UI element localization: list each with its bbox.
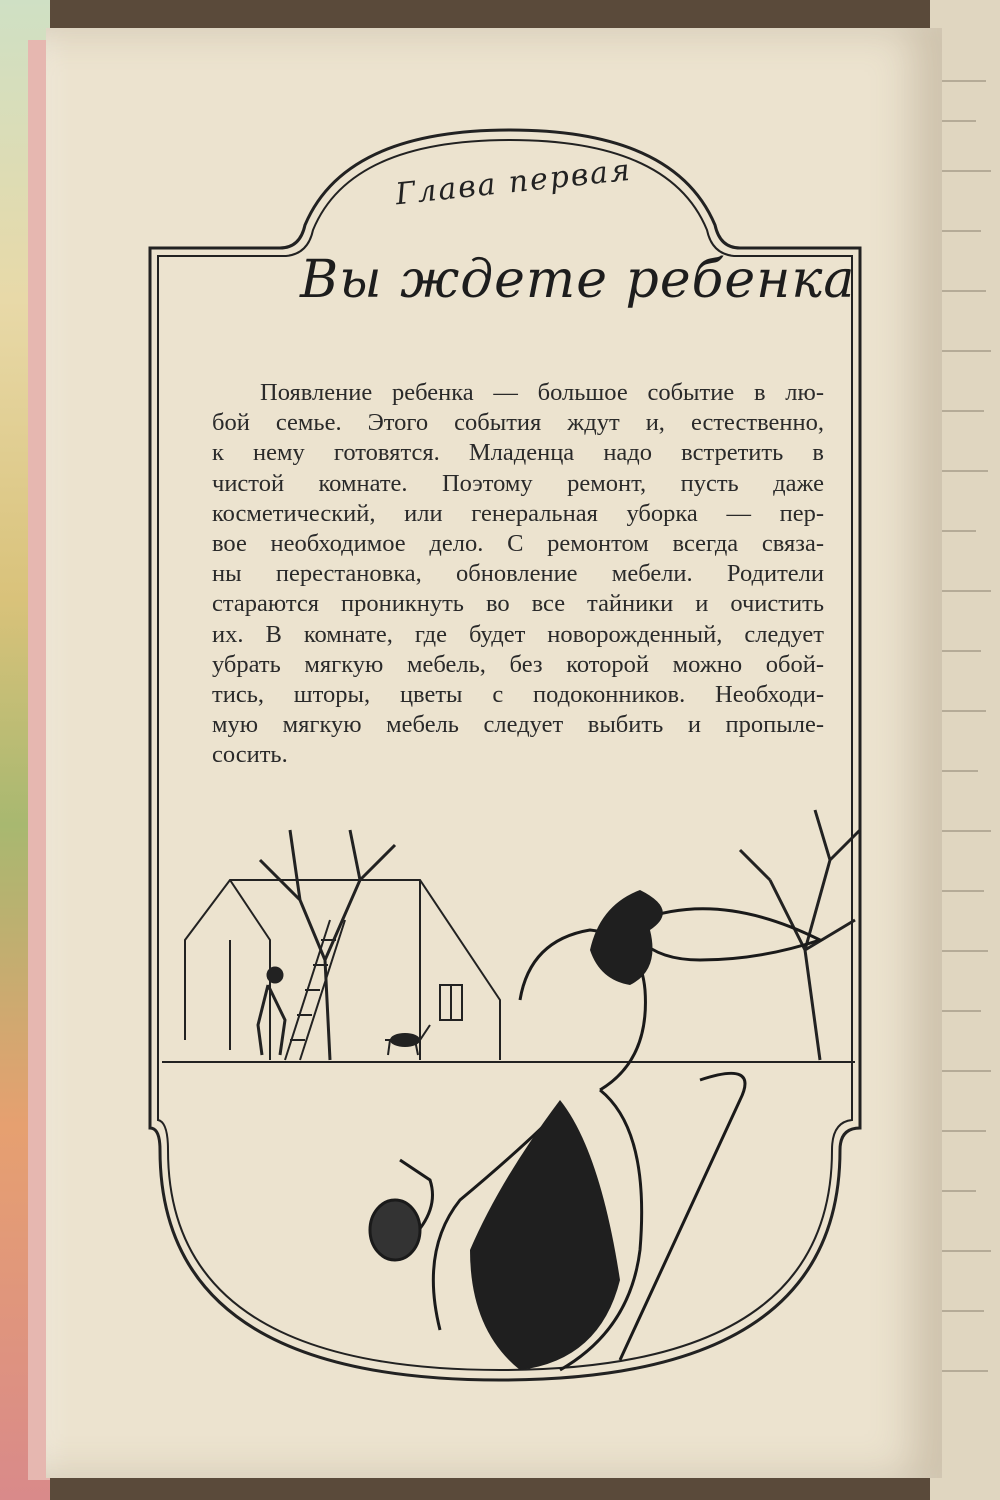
paragraph-line: косметический, или генеральная уборка — пер- [212, 499, 824, 527]
man-figure-drawing [258, 968, 285, 1055]
tree-right-drawing [740, 810, 860, 1060]
paragraph-line: сосить. [212, 741, 288, 769]
paragraph-line: убрать мягкую мебель, без которой можно обой- [212, 650, 824, 678]
dog-drawing [385, 1025, 430, 1055]
paragraph-line: тись, шторы, цветы с подоконников. Необходи- [212, 681, 824, 709]
house-drawing [185, 880, 500, 1060]
chapter-heading: Вы ждете ребенка [300, 250, 856, 310]
chapter-label: Глава первая [393, 152, 634, 213]
paragraph-line: вое необходимое дело. С ремонтом всегда связа- [212, 530, 824, 558]
tree-left-drawing [260, 830, 395, 1060]
woman-dress-drawing [470, 1100, 620, 1370]
paragraph-line: мую мягкую мебель следует выбить и пропыле- [212, 711, 824, 739]
paragraph-line: бой семье. Этого события ждут и, естественно, [212, 409, 824, 437]
ladder-drawing [285, 920, 345, 1060]
paragraph-line: их. В комнате, где будет новорожденный, следует [212, 620, 824, 648]
woman-hair-drawing [590, 890, 663, 985]
paragraph-line: чистой комнате. Поэтому ремонт, пусть даже [212, 469, 824, 497]
paragraph-line: ны перестановка, обновление мебели. Родители [212, 560, 824, 588]
paragraph-line: стараются проникнуть во все тайники и очистить [212, 590, 824, 618]
paragraph-line: Появление ребенка — большое событие в лю- [260, 379, 824, 406]
paragraph-line: к нему готовятся. Младенца надо встретить в [212, 439, 824, 467]
chapter-paragraph [212, 378, 824, 771]
